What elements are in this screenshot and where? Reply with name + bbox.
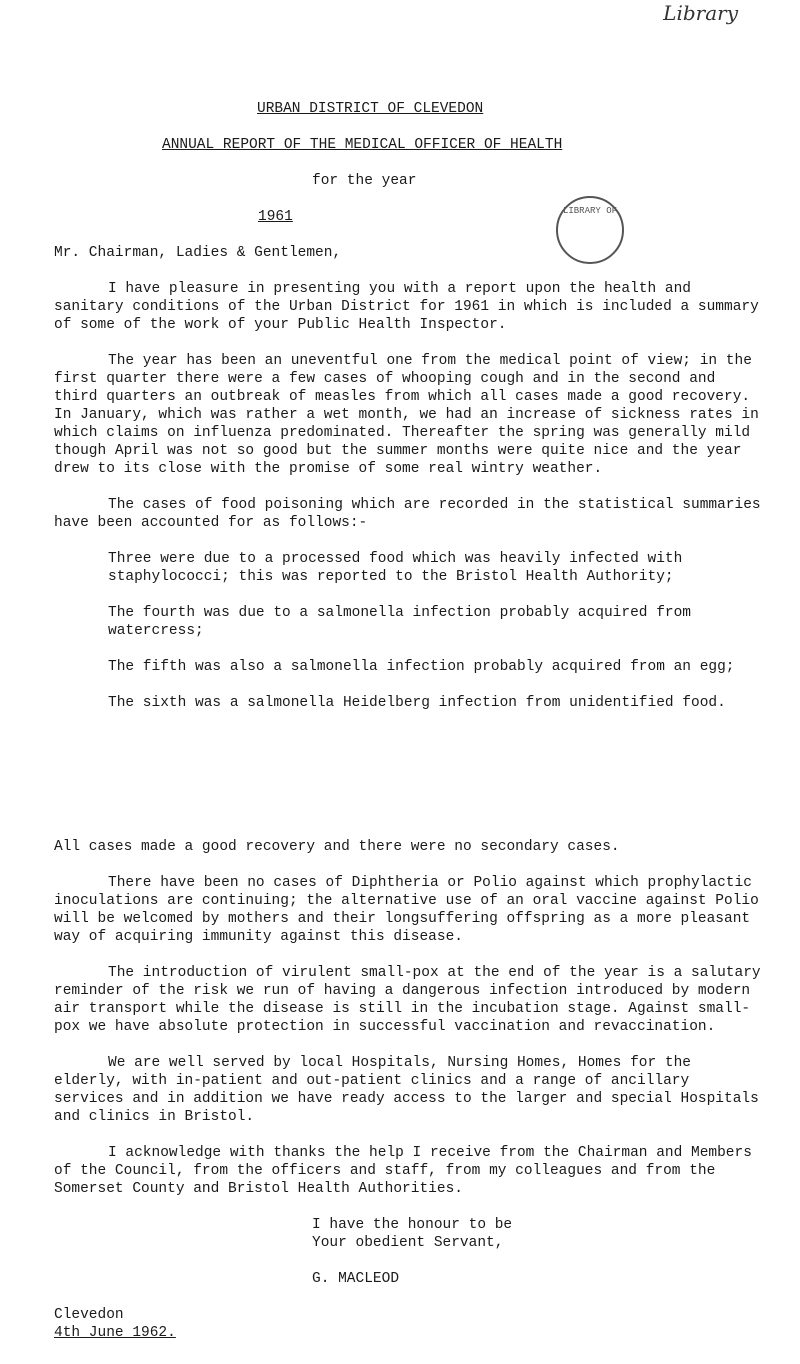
salutation: Mr. Chairman, Ladies & Gentlemen, bbox=[54, 245, 342, 261]
place: Clevedon bbox=[54, 1307, 124, 1323]
signature: G. MACLEOD bbox=[312, 1271, 400, 1287]
paragraph-intro: I have pleasure in presenting you with a report upon the health and sanitary conditions of the Urban District for 1961 in which is included a summary of some of the work of your Public Health Inspector. bbox=[54, 281, 759, 333]
paragraph-year-review: The year has been an uneventful one from the medical point of view; in the first quarter there were a few cases of whooping cough and in the second and third quarters an outbreak of measles from which all cases made a good recovery. In January, which was rather a wet month, we had an increase of sickness rates in which claims on influenza predominated. Thereafter the spring was generally mild though April was not so good but the summer months were quite nice and the year drew to its close with the promise of some real wintry weather. bbox=[54, 353, 759, 477]
closing-line-2: Your obedient Servant, bbox=[312, 1235, 504, 1251]
food-poisoning-list bbox=[108, 550, 748, 730]
closing-line-1: I have the honour to be bbox=[312, 1217, 513, 1233]
district-heading: URBAN DISTRICT OF CLEVEDON bbox=[257, 101, 484, 117]
report-year: 1961 bbox=[258, 209, 293, 225]
list-item: Three were due to a processed food which was heavily infected with staphylococci; this was reported to the Bristol Health Authority; bbox=[108, 551, 683, 585]
list-item: The sixth was a salmonella Heidelberg infection from unidentified food. bbox=[108, 695, 726, 711]
paragraph-acknowledgements: I acknowledge with thanks the help I receive from the Chairman and Members of the Council, from the officers and staff, from my colleagues and from the Somerset County and Bristol Health Authorities. bbox=[54, 1145, 752, 1197]
report-title: ANNUAL REPORT OF THE MEDICAL OFFICER OF HEALTH bbox=[162, 137, 563, 153]
stamp-text: LIBRARY OF bbox=[562, 206, 617, 216]
date: 4th June 1962. bbox=[54, 1325, 176, 1341]
paragraph-diphtheria-polio: There have been no cases of Diphtheria or Polio against which prophylactic inoculations are continuing; the alternative use of an oral vaccine against Polio will be welcomed by mothers and their longsuffering offspring as a more pleasant way of acquiring immunity against this disease. bbox=[54, 875, 759, 945]
handwritten-annotation: Library bbox=[663, 1, 738, 25]
list-item: The fifth was also a salmonella infection probably acquired from an egg; bbox=[108, 659, 735, 675]
paragraph-smallpox: The introduction of virulent small-pox at the end of the year is a salutary reminder of the risk we run of having a dangerous infection introduced by modern air transport while the disease is still in the incubation stage. Against small-pox we have absolute protection in successful vaccination and revaccination. bbox=[54, 965, 761, 1035]
paragraph-food-poisoning: The cases of food poisoning which are recorded in the statistical summaries have been accounted for as follows:- bbox=[54, 497, 761, 531]
recovery-note: All cases made a good recovery and there were no secondary cases. bbox=[54, 839, 620, 855]
list-item: The fourth was due to a salmonella infection probably acquired from watercress; bbox=[108, 605, 691, 639]
paragraph-hospitals: We are well served by local Hospitals, Nursing Homes, Homes for the elderly, with in-patient and out-patient clinics and a range of ancillary services and in addition we have ready access to the larger and special Hospitals and clinics in Bristol. bbox=[54, 1055, 759, 1125]
for-the-year-label: for the year bbox=[312, 173, 417, 189]
